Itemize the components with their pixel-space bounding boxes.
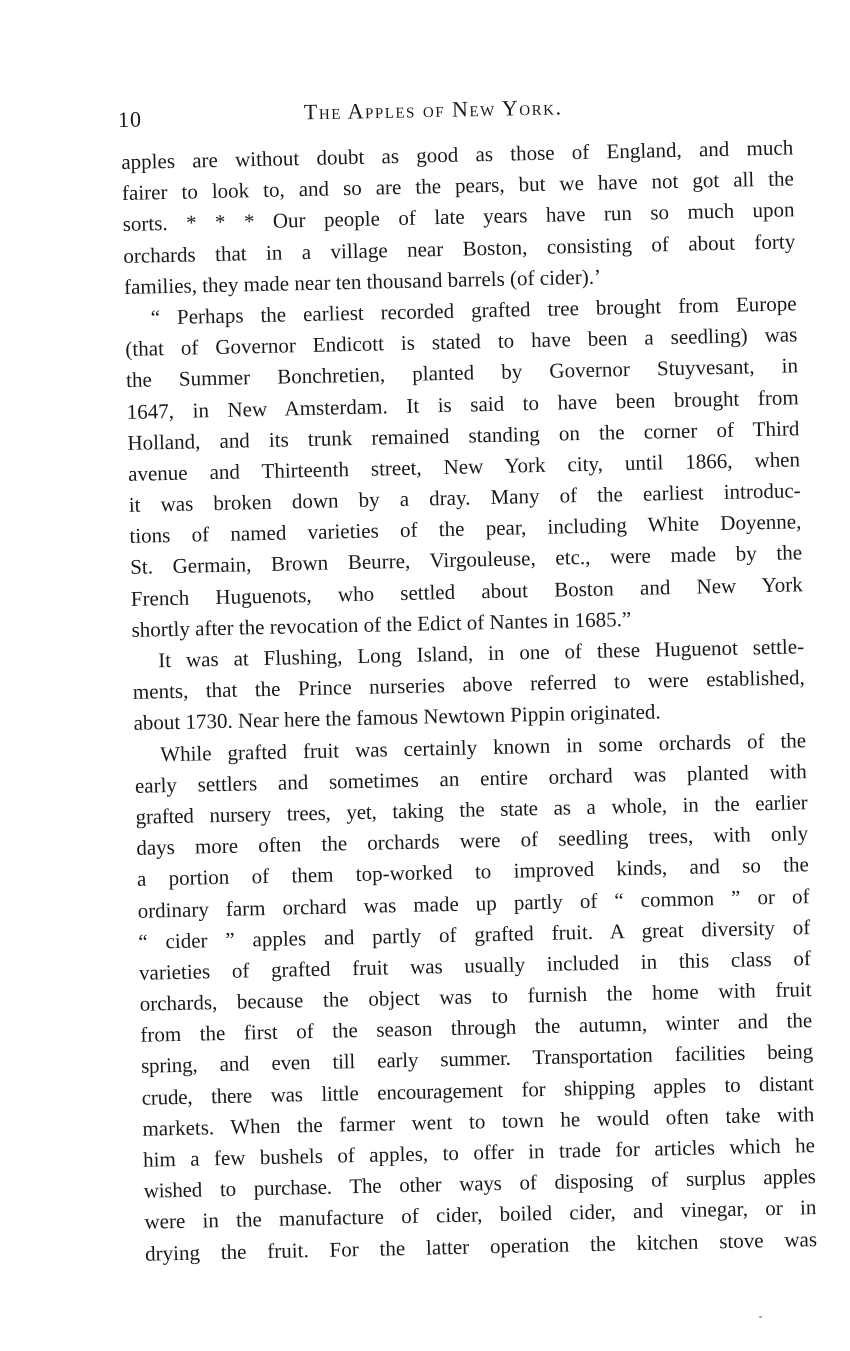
text-line: (that of Governor Endicott is stated to have been a seedling) was xyxy=(125,322,798,362)
text-line: avenue and Thirteenth street, New York city, until 1866, when xyxy=(127,447,801,486)
text-line: ordinary farm orchard was made up partly of “ common ” or of xyxy=(137,883,810,923)
text-line: markets. When the farmer went to town he would often take with xyxy=(142,1101,815,1141)
text-line: tions of named varieties of the pear, including White Doyenne, xyxy=(129,509,802,549)
text-line: varieties of grafted fruit was usually included in this class of xyxy=(138,946,812,985)
text-line: crude, there was little encouragement for shipping apples to distant xyxy=(141,1070,814,1110)
paragraph-letter-quote-end xyxy=(121,132,796,303)
body-text xyxy=(121,132,817,1269)
paragraph-flushing-nurseries xyxy=(132,631,806,739)
text-line: a portion of them top-worked to improved kinds, and so the xyxy=(136,852,810,892)
scan-speck xyxy=(759,1316,762,1318)
text-line: about 1730. Near here the famous Newtown Pippin originated. xyxy=(133,699,661,736)
text-line: shortly after the revocation of the Edict of Nantes in 1685.” xyxy=(131,606,632,642)
text-line: wished to purchase. The other ways of disposing of surplus apples xyxy=(143,1164,816,1203)
paragraph-pear-history xyxy=(124,288,803,646)
text-line: fairer to look to, and so are the pears, but we have not got all the xyxy=(121,166,795,206)
text-line: While grafted fruit was certainly known in some orchards of the xyxy=(159,727,807,766)
text-line: “ cider ” apples and partly of grafted fruit. A great diversity of xyxy=(138,914,811,954)
paragraph-grafted-fruit xyxy=(134,725,817,1270)
text-line: him a few bushels of apples, to offer in trade for articles which he xyxy=(142,1133,816,1172)
text-line: orchards, because the object was to furnish the home with fruit xyxy=(139,977,812,1016)
text-line: ments, that the Prince nurseries above referred to were established, xyxy=(132,665,805,705)
text-line: grafted nursery trees, yet, taking the state as a whole, in the earlier xyxy=(135,790,808,829)
page-number: 10 xyxy=(117,106,143,132)
text-line: were in the manufacture of cider, boiled cider, and vinegar, or in xyxy=(144,1195,817,1235)
text-line: early settlers and sometimes an entire orchard was planted with xyxy=(134,758,808,798)
running-head xyxy=(118,90,798,133)
text-line: sorts. * * * Our people of late years have run so much upon xyxy=(122,197,795,237)
text-line: “ Perhaps the earliest recorded grafted tree brought from Europe xyxy=(150,291,797,330)
text-line: orchards that in a village near Boston, consisting of about forty xyxy=(123,228,796,268)
text-line: spring, and even till early summer. Transportation facilities being xyxy=(140,1039,814,1079)
text-line: 1647, in New Amsterdam. It is said to have been brought from xyxy=(126,384,799,424)
text-line: days more often the orchards were of seedling trees, with only xyxy=(136,821,809,860)
text-line: apples are without doubt as good as those of England, and much xyxy=(121,135,794,174)
book-title: The Apples of New York. xyxy=(303,94,563,125)
text-line: families, they made near ten thousand barrels (of cider).’ xyxy=(123,264,602,299)
text-line: Holland, and its trunk remained standing on the corner of Third xyxy=(127,415,800,455)
text-line: drying the fruit. For the latter operation the kitchen stove was xyxy=(144,1226,818,1266)
text-line: French Huguenots, who settled about Boston and New York xyxy=(130,571,803,611)
text-line: from the first of the season through the autumn, winter and the xyxy=(140,1008,813,1048)
text-line: it was broken down by a dray. Many of the earliest introduc- xyxy=(128,478,801,517)
text-line: It was at Flushing, Long Island, in one of these Huguenot settle- xyxy=(157,634,805,673)
text-line: St. Germain, Brown Beurre, Virgouleuse, etc., were made by the xyxy=(129,540,803,580)
text-line: the Summer Bonchretien, planted by Governor Stuyvesant, in xyxy=(125,353,799,393)
